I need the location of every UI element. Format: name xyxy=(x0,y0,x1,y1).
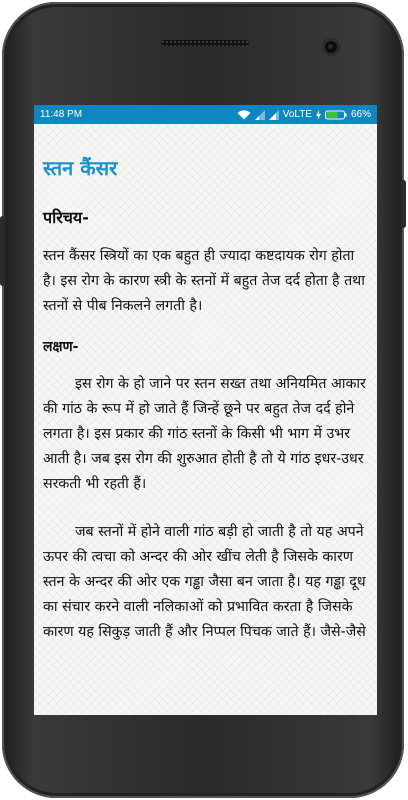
battery-percent: 66% xyxy=(350,109,371,120)
network-type: VoLTE xyxy=(282,109,312,120)
battery-fill xyxy=(326,112,337,118)
earpiece-speaker xyxy=(161,40,249,46)
article-content[interactable] xyxy=(34,155,377,644)
status-time: 11:48 PM xyxy=(40,109,83,120)
phone-frame xyxy=(2,2,404,798)
signal-icon xyxy=(255,110,265,120)
volume-button xyxy=(0,216,5,286)
article-title: स्तन कैंसर xyxy=(43,156,118,180)
wifi-icon xyxy=(237,110,251,120)
charging-icon xyxy=(316,110,321,120)
intro-heading: परिचय- xyxy=(43,208,89,227)
symptoms-paragraph-2: जब स्तनों में होने वाली गांठ बड़ी हो जाती है तो यह अपने ऊपर की त्वचा को अन्दर की ओर खींच लेती है जिसके कारण स्तन के अन्दर की ओर एक गड्ढा जैसा बन जाता है। यह गड्ढा दूध का संचार करने वाली नलिकाओं को प्रभावित करता है जिसके कारण यह सिकुड़ जाती हैं और निप्पल पिचक जाते हैं। जैसे-जैसे xyxy=(43,524,366,640)
status-bar xyxy=(34,105,377,124)
screen xyxy=(34,105,377,715)
signal-icon-2 xyxy=(269,110,279,120)
battery-icon xyxy=(325,110,347,120)
status-icons xyxy=(237,109,371,120)
front-camera xyxy=(322,38,340,56)
power-button xyxy=(401,180,406,228)
intro-paragraph: स्तन कैंसर स्त्रियों का एक बहुत ही ज्यादा कष्टदायक रोग होता है। इस रोग के कारण स्त्री के स्तनों में बहुत तेज दर्द होता है तथा स्तनों से पीब निकलने लगती है। xyxy=(43,248,365,314)
symptoms-paragraph-1: इस रोग के हो जाने पर स्तन सख्त तथा अनियमित आकार की गांठ के रूप में हो जाते हैं जिन्हें छूने पर बहुत तेज दर्द होने लगता है। इस प्रकार की गांठ स्तनों के किसी भी भाग में उभर आती है। जब इस रोग की शुरुआत होती है तो ये गांठ इधर-उधर सरकती भी रहती हैं। xyxy=(43,376,366,492)
symptoms-heading: लक्षण- xyxy=(43,339,79,356)
